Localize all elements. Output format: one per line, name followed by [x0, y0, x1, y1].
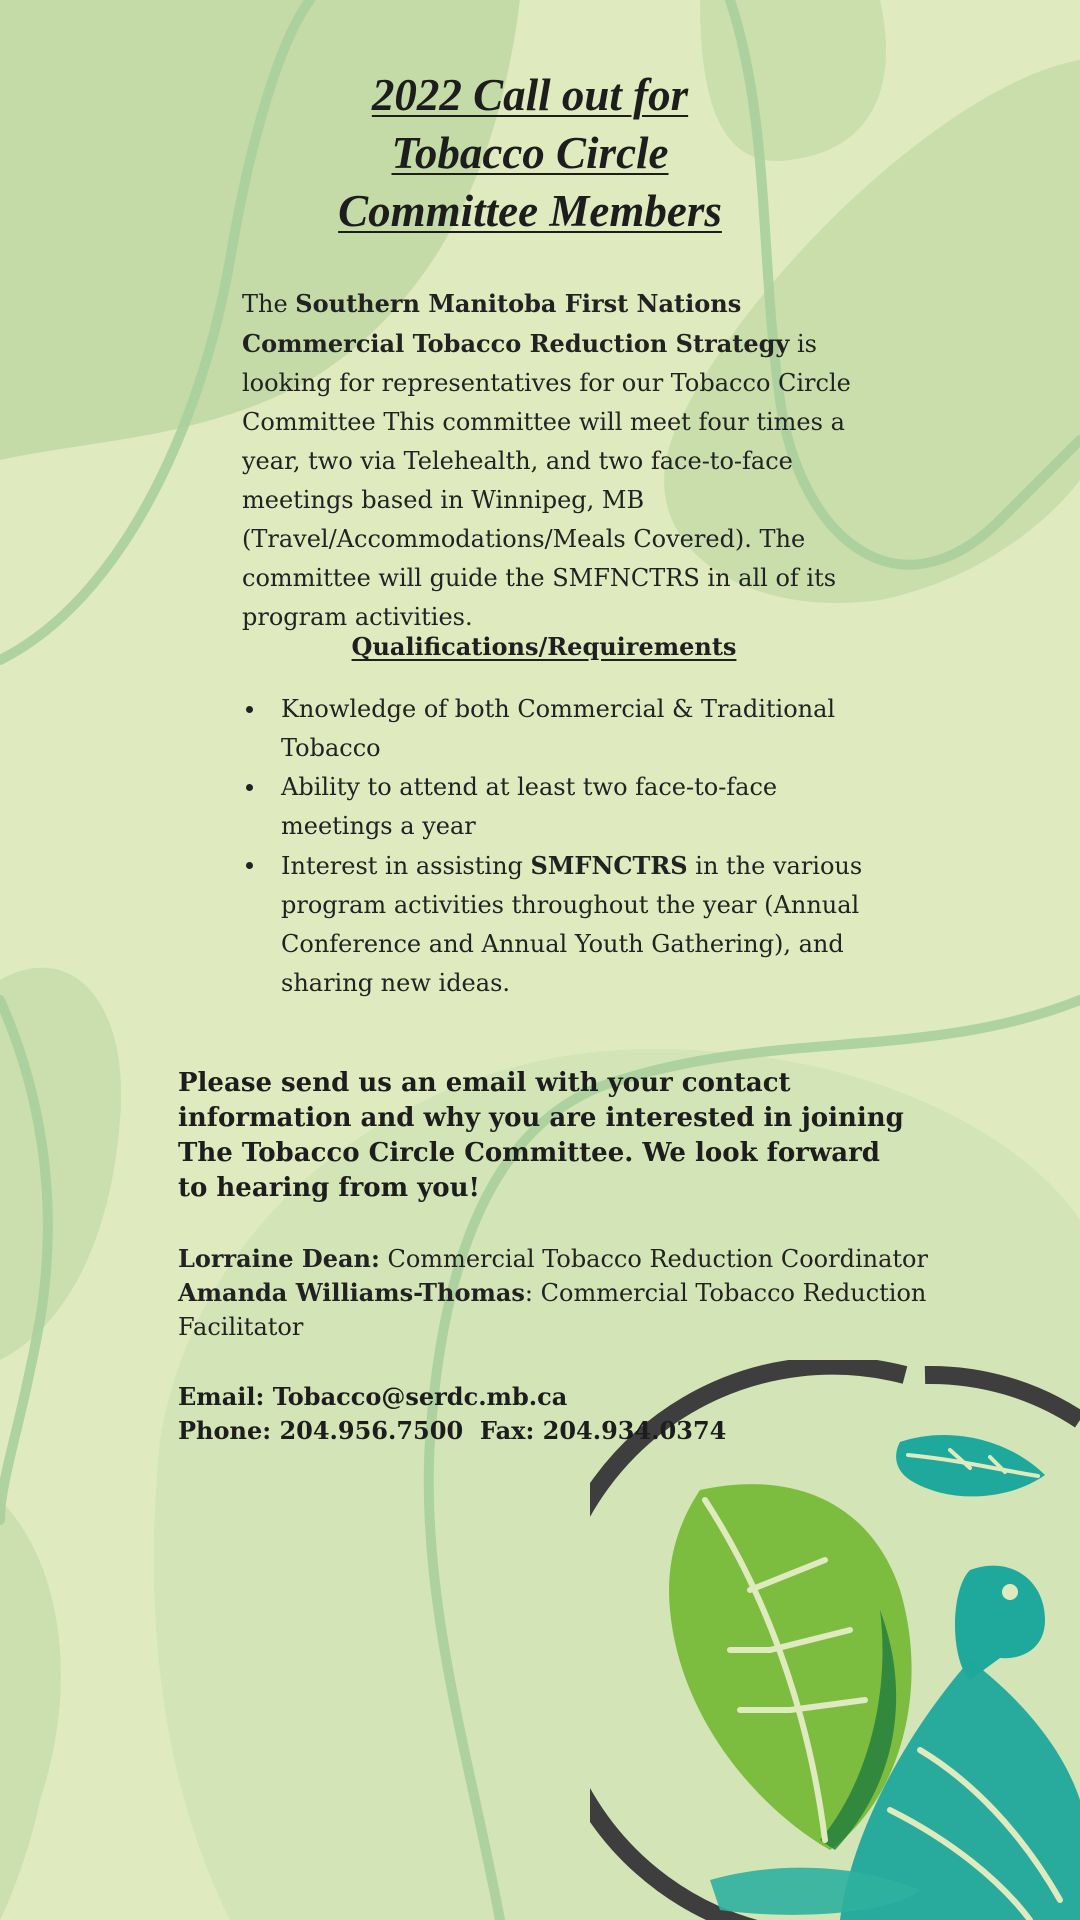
requirement-item-3: [242, 846, 882, 1003]
organization-name: Southern Manitoba First Nations Commercial Tobacco Reduction Strategy: [242, 289, 790, 358]
intro-paragraph: [242, 284, 892, 637]
requirement-text-3-pre: Interest in assisting: [281, 852, 531, 880]
email-line[interactable]: Email: Tobacco@serdc.mb.ca: [178, 1382, 568, 1411]
contact-person-1-name: Lorraine Dean:: [178, 1244, 380, 1273]
requirement-text-2: Ability to attend at least two face-to-face meetings a year: [281, 773, 778, 840]
call-to-action: Please send us an email with your contact information and why you are interested in joining The Tobacco Circle Committee. We look forward to hearing from you!: [178, 1068, 904, 1203]
flyer-title: [200, 66, 860, 240]
contact-person-1: [178, 1242, 938, 1276]
intro-body: is looking for representatives for our Tobacco Circle Committee This committee will meet four times a year, two via Telehealth, and two face-to-face meetings based in Winnipeg, MB (Travel/Accommodations/Meals Covered). The committee will guide the SMFNCTRS in all of its program activities.: [242, 330, 851, 631]
requirements-list: [242, 690, 882, 1003]
phone-fax-line: Phone: 204.956.7500 Fax: 204.934.0374: [178, 1416, 727, 1445]
intro-lead: The: [242, 290, 296, 318]
contact-people: [178, 1242, 938, 1344]
qualifications-heading: Qualifications/Requirements: [351, 632, 737, 661]
title-line-2: Tobacco Circle: [391, 128, 669, 178]
contact-person-1-role: Commercial Tobacco Reduction Coordinator: [379, 1245, 928, 1273]
requirement-item-1: [242, 690, 882, 768]
contact-person-2: [178, 1276, 938, 1344]
contact-person-2-role: : Commercial Tobacco Reduction Facilitator: [178, 1279, 927, 1341]
title-line-1: 2022 Call out for: [371, 70, 689, 120]
requirement-text-1: Knowledge of both Commercial & Traditional Tobacco: [281, 695, 836, 762]
requirement-text-3-post: in the various program activities throughout the year (Annual Conference and Annual Youth Gathering), and sharing new ideas.: [281, 852, 863, 997]
contact-details: [178, 1380, 938, 1448]
requirement-item-2: [242, 768, 882, 846]
contact-person-2-name: Amanda Williams-Thomas: [178, 1278, 525, 1307]
title-line-3: Committee Members: [338, 186, 722, 236]
requirement-text-3-bold: SMFNCTRS: [530, 851, 688, 880]
